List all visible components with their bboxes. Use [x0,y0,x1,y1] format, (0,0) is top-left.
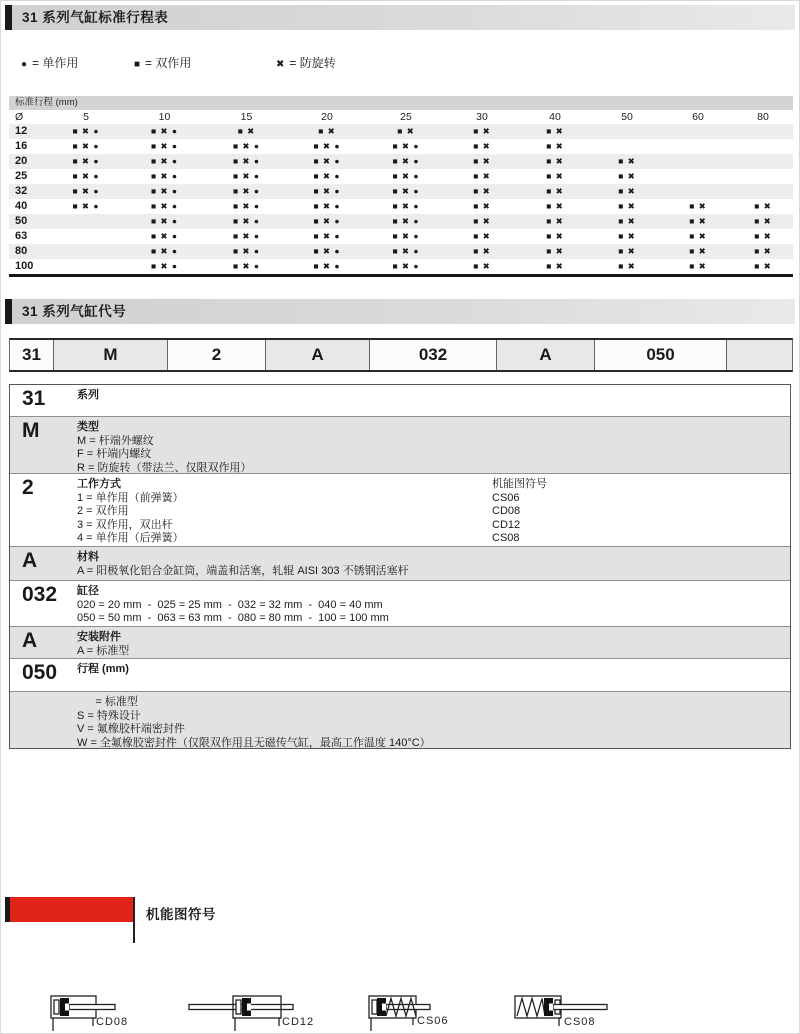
symbol-reference-list [492,478,547,546]
stroke-cell: ■ ✖ ● [150,141,179,151]
symbol-reference-line: CS08 [492,532,520,544]
code-table-row [10,692,790,748]
stroke-cell: ■ ✖ [546,156,564,166]
stroke-cell: ■ ✖ ● [72,141,100,151]
description-title: 系列 [77,389,99,401]
diagram-label: CS06 [417,1015,449,1027]
stroke-cell [591,124,663,139]
stroke-cell [49,229,123,244]
stroke-cell [663,154,733,169]
stroke-cell: ■ ✖ [546,246,564,256]
description-line: S = 特殊设计 [77,709,141,722]
description-line: R = 防旋转（带法兰、仅限双作用） [77,461,252,474]
stroke-cell: ■ ✖ ● [313,231,341,241]
stroke-cell [663,124,733,139]
stroke-table-header [9,110,793,124]
description-line: = 标准型 [77,696,138,708]
code-cell: A [266,340,370,370]
code-table-row [10,581,790,627]
column-header: 15 [240,111,253,123]
stroke-cell: ■ ✖ [689,246,707,256]
stroke-cell: ■ ✖ ● [72,201,100,211]
circle-symbol-icon: ● [21,59,28,70]
column-header: 25 [400,111,412,123]
stroke-cell: ■ ✖ [473,141,491,151]
stroke-cell: ■ ✖ [473,156,491,166]
stroke-cell: ■ ✖ ● [313,201,341,211]
stroke-cell: ■ ✖ ● [150,186,179,196]
code-value: M [22,419,40,442]
legend-label: = 双作用 [145,56,192,70]
stroke-cell: ■ ✖ [473,261,491,271]
description-title: 缸径 [77,585,99,597]
stroke-table-body [9,124,793,277]
description-line: V = 氟橡胶杆端密封件 [77,723,185,735]
stroke-cell [733,169,793,184]
table-row [9,214,793,229]
stroke-cell: ■ ✖ ● [392,216,420,226]
code-value: A [22,549,38,572]
code-cell [727,340,792,370]
code-value: 31 [22,387,46,410]
code-description [77,547,790,580]
column-header: Ø [15,111,24,123]
stroke-cell [733,154,793,169]
description-line: 4 = 单作用（后弹簧） [77,532,184,544]
cylinder-symbol-cs06 [363,989,449,1033]
code-description [77,692,790,748]
section-header-cylinder-code [5,299,795,324]
stroke-cell: ■ ✖ [754,261,772,271]
stroke-cell [591,139,663,154]
cylinder-symbol-cd12 [187,989,315,1033]
diameter-cell: 32 [15,185,28,197]
code-description [77,581,790,626]
stroke-cell: ■ ✖ ● [392,171,420,181]
symbol-reference-line: CD08 [492,505,521,517]
stroke-cell: ■ ✖ [618,171,636,181]
stroke-cell: ■ ✖ [546,171,564,181]
legend [1,54,799,72]
description-line: 050 = 50 mm - 063 = 63 mm - 080 = 80 mm - 100 = 100 mm [77,612,389,624]
stroke-cell [733,139,793,154]
stroke-cell: ■ ✖ ● [392,261,420,271]
section-header-standard-stroke [5,5,795,30]
code-table-row [10,627,790,659]
stroke-cell: ■ ✖ [618,231,636,241]
code-cell: 31 [10,340,54,370]
square-symbol-icon: ■ [134,59,141,70]
table-row [9,229,793,244]
stroke-cell: ■ ✖ ● [392,186,420,196]
stroke-cell [733,184,793,199]
column-header: 30 [476,111,488,123]
diagram-label: CS08 [564,1016,596,1028]
code-strip [9,338,793,372]
code-description [77,417,790,473]
diameter-cell: 20 [15,155,28,167]
diameter-cell: 50 [15,215,28,227]
code-value: 2 [22,476,34,499]
stroke-cell: ■ ✖ ● [313,261,341,271]
legend-label: = 单作用 [32,56,79,70]
diameter-cell: 40 [15,200,28,212]
stroke-cell: ■ ✖ [618,246,636,256]
code-description [77,627,790,658]
stroke-cell: ■ ✖ ● [150,126,179,136]
section-title-stroke: 31 系列气缸标准行程表 [22,10,169,25]
description-line: F = 杆端内螺纹 [77,448,152,460]
column-header: 40 [549,111,561,123]
diameter-cell: 63 [15,230,28,242]
stroke-cell: ■ ✖ [618,201,636,211]
stroke-cell: ■ ✖ [618,261,636,271]
stroke-cell: ■ ✖ [754,246,772,256]
stroke-cell: ■ ✖ [546,141,564,151]
description-title: 材料 [77,551,99,563]
code-value: 050 [22,661,58,684]
header-accent-bar [5,5,12,30]
stroke-cell: ■ ✖ [689,261,707,271]
stroke-cell: ■ ✖ ● [392,156,420,166]
legend-item-single-acting [21,54,78,71]
table-title: 标准行程 (mm) [9,96,793,110]
stroke-cell: ■ ✖ [546,231,564,241]
symbols-heading: 机能图符号 [146,907,216,922]
rear-spring-cylinder-icon [511,989,615,1033]
legend-label: = 防旋转 [289,56,336,70]
stroke-cell: ■ ✖ [618,186,636,196]
stroke-cell: ■ ✖ ● [150,216,179,226]
code-cell: 050 [595,340,727,370]
diameter-cell: 25 [15,170,28,182]
code-value: 032 [22,583,58,606]
stroke-cell: ■ ✖ ● [150,231,179,241]
stroke-cell: ■ ✖ ● [232,141,261,151]
stroke-cell: ■ ✖ [546,201,564,211]
stroke-cell: ■ ✖ [473,231,491,241]
stroke-cell: ■ ✖ ● [150,261,179,271]
stroke-cell: ■ ✖ [546,261,564,271]
description-line: 1 = 单作用（前弹簧） [77,491,184,504]
code-description [77,385,790,416]
stroke-cell: ■ ✖ [754,216,772,226]
stroke-cell [663,169,733,184]
code-value [10,692,77,748]
code-description [77,474,790,546]
stroke-cell: ■ ✖ [618,216,636,226]
description-line: M = 杆端外螺纹 [77,434,154,447]
header-accent-bar [5,299,12,324]
stroke-cell: ■ ✖ ● [232,171,261,181]
stroke-cell: ■ ✖ [689,231,707,241]
column-header: 20 [321,111,333,123]
stroke-cell: ■ ✖ [546,126,564,136]
stroke-cell: ■ ✖ [237,126,256,136]
stroke-cell: ■ ✖ [473,126,491,136]
cross-symbol-icon: ✖ [276,59,285,70]
stroke-cell: ■ ✖ ● [313,141,341,151]
description-line: 020 = 20 mm - 025 = 25 mm - 032 = 32 mm - 040 = 40 mm [77,598,383,611]
symbol-reference-line: CD12 [492,518,521,531]
code-cell: M [54,340,168,370]
stroke-cell: ■ ✖ ● [313,171,341,181]
stroke-cell: ■ ✖ ● [313,246,341,256]
legend-item-double-acting [134,54,191,71]
symbol-reference-title: 机能图符号 [492,478,547,490]
stroke-cell [663,139,733,154]
stroke-cell: ■ ✖ ● [232,216,261,226]
stroke-cell: ■ ✖ [689,216,707,226]
diameter-cell: 12 [15,125,28,137]
description-line: A = 标准型 [77,644,130,657]
stroke-cell: ■ ✖ ● [232,261,261,271]
stroke-cell: ■ ✖ [397,126,415,136]
stroke-cell: ■ ✖ [318,126,336,136]
description-line: 2 = 双作用 [77,505,129,517]
description-line: A = 阳极氧化铝合金缸筒，端盖和活塞，轧辊 AISI 303 不锈钢活塞杆 [77,564,409,577]
stroke-cell: ■ ✖ [546,216,564,226]
column-header: 80 [757,111,769,123]
stroke-cell: ■ ✖ ● [232,156,261,166]
diameter-cell: 16 [15,140,28,152]
table-row [9,139,793,154]
code-table-row [10,547,790,581]
code-table-row [10,659,790,692]
column-header: 10 [158,111,171,123]
stroke-cell: ■ ✖ [754,231,772,241]
stroke-cell: ■ ✖ ● [313,216,341,226]
stroke-cell: ■ ✖ ● [232,186,261,196]
stroke-cell: ■ ✖ ● [313,156,341,166]
section-title-code: 31 系列气缸代号 [22,304,127,319]
column-header: 5 [83,111,89,123]
table-row [9,199,793,214]
stroke-cell: ■ ✖ ● [150,201,179,211]
stroke-cell: ■ ✖ ● [392,201,420,211]
table-row [9,259,793,274]
stroke-cell: ■ ✖ ● [232,231,261,241]
stroke-cell: ■ ✖ ● [392,246,420,256]
stroke-cell: ■ ✖ ● [313,186,341,196]
stroke-cell: ■ ✖ [473,216,491,226]
description-title: 行程 (mm) [77,663,129,675]
stroke-cell: ■ ✖ ● [150,171,179,181]
stroke-cell: ■ ✖ [473,246,491,256]
stroke-cell: ■ ✖ ● [72,171,100,181]
stroke-cell: ■ ✖ [473,201,491,211]
stroke-cell: ■ ✖ ● [150,246,179,256]
stroke-cell: ■ ✖ ● [232,201,261,211]
code-cell: 2 [168,340,266,370]
stroke-cell: ■ ✖ [689,201,707,211]
code-cell: 032 [370,340,497,370]
diameter-cell: 100 [15,260,34,272]
diagram-label: CD12 [282,1016,315,1028]
stroke-cell: ■ ✖ [546,186,564,196]
stroke-cell: ■ ✖ [473,171,491,181]
description-title: 安装附件 [77,631,121,643]
red-tab [10,897,133,922]
legend-item-non-rotating [276,54,336,71]
stroke-cell [49,214,123,229]
stroke-cell: ■ ✖ ● [392,141,420,151]
stroke-cell: ■ ✖ ● [392,231,420,241]
stroke-cell: ■ ✖ ● [72,156,100,166]
stroke-cell [733,124,793,139]
cylinder-symbol-cs08 [511,989,615,1033]
stroke-cell [49,244,123,259]
stroke-cell: ■ ✖ [618,156,636,166]
code-cell: A [497,340,595,370]
stroke-cell: ■ ✖ ● [72,126,100,136]
description-title: 工作方式 [77,478,121,490]
standard-stroke-table [9,96,793,277]
code-table-row [10,385,790,417]
table-row [9,124,793,139]
description-line: 3 = 双作用，双出杆 [77,518,173,531]
code-explanation-table [9,384,791,749]
code-value: A [22,629,38,652]
vertical-rule [133,897,135,943]
stroke-cell: ■ ✖ ● [232,246,261,256]
table-row [9,154,793,169]
table-row [9,244,793,259]
column-header: 50 [621,111,633,123]
stroke-cell [49,259,123,274]
stroke-cell: ■ ✖ [473,186,491,196]
cylinder-symbol-cd08 [45,989,129,1033]
symbol-reference-line: CS06 [492,491,520,504]
column-header: 60 [692,111,704,123]
diameter-cell: 80 [15,245,28,257]
code-table-row [10,474,790,547]
description-line: W = 全氟橡胶密封件（仅限双作用且无磁传气缸，最高工作温度 140°C） [77,736,431,749]
code-table-row [10,417,790,474]
stroke-cell: ■ ✖ [754,201,772,211]
table-row [9,169,793,184]
stroke-cell [663,184,733,199]
stroke-cell: ■ ✖ ● [72,186,100,196]
code-description [77,659,790,691]
stroke-cell: ■ ✖ ● [150,156,179,166]
description-title: 类型 [77,421,99,433]
table-row [9,184,793,199]
diagram-label: CD08 [96,1016,129,1028]
